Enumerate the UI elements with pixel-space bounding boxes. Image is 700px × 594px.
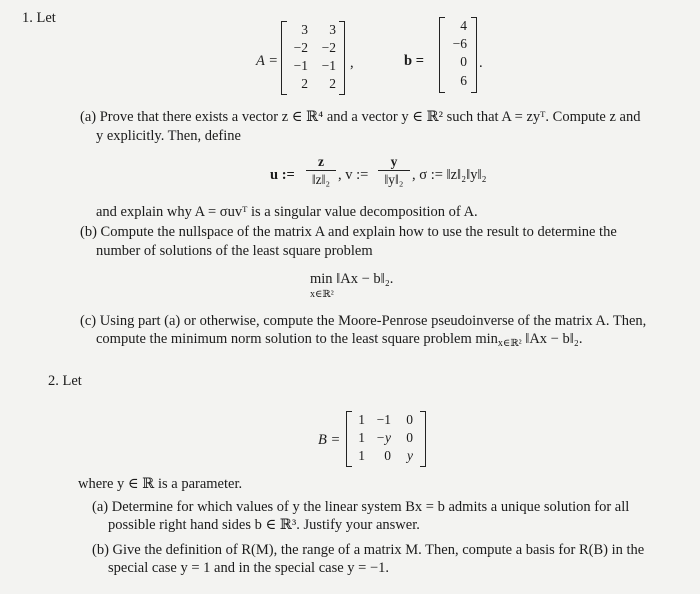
q2a-line2: possible right hand sides b ∈ ℝ³. Justify your answer.	[108, 517, 420, 533]
matrix-b-cell: 0	[406, 430, 413, 445]
matrix-a-cell: 3	[301, 22, 308, 37]
matrix-b-cell: 1	[358, 412, 365, 427]
matrix-a-cell: −1	[321, 58, 336, 73]
v-fraction	[378, 154, 410, 188]
matrix-b-cell: −1	[376, 412, 391, 427]
q1b-line2: number of solutions of the least square problem	[96, 243, 373, 259]
matrix-a-label: A =	[256, 53, 279, 69]
u-fraction	[306, 154, 336, 188]
q2b-line1: (b) Give the definition of R(M), the range of a matrix M. Then, compute a basis for R(B) in the	[92, 542, 645, 558]
matrix-a-cell: 2	[329, 76, 336, 91]
q1b-line1: (b) Compute the nullspace of the matrix A and explain how to use the result to determine the	[80, 224, 617, 240]
u-denominator: ‖z‖₂	[306, 170, 336, 188]
q2a-line1: (a) Determine for which values of y the linear system Bx = b admits a unique solution for all	[92, 499, 630, 515]
vector-b-cell: 0	[460, 54, 467, 69]
v-def: , v :=	[338, 167, 369, 183]
vector-b-cell: 4	[460, 18, 467, 33]
matrix-b-cell: −y	[375, 430, 391, 445]
period: .	[479, 55, 483, 71]
min-expression: min ‖Ax − b‖₂.	[310, 271, 394, 287]
comma: ,	[350, 55, 354, 71]
matrix-a-cell: 2	[301, 76, 308, 91]
matrix-a	[281, 21, 345, 95]
q1a-line3: and explain why A = σuvᵀ is a singular value decomposition of A.	[96, 204, 478, 220]
u-numerator: z	[318, 154, 324, 169]
matrix-b-cell: 1	[358, 430, 365, 445]
min-subscript: x∈ℝ²	[310, 289, 334, 300]
q1-number: 1. Let	[22, 10, 56, 26]
vector-b	[439, 17, 477, 93]
matrix-a-cell: −2	[293, 40, 308, 55]
q1c-line1: (c) Using part (a) or otherwise, compute the Moore-Penrose pseudoinverse of the matrix A. Then,	[80, 313, 647, 329]
matrix-b-cell: 0	[384, 448, 391, 463]
v-denominator: ‖y‖₂	[378, 170, 410, 188]
matrix-b-cell: 0	[406, 412, 413, 427]
q2b-line2: special case y = 1 and in the special case y = −1.	[108, 560, 390, 576]
v-numerator: y	[390, 154, 398, 169]
matrix-a-cell: −2	[321, 40, 336, 55]
vector-b-cell: −6	[452, 36, 467, 51]
vector-b-label: b =	[404, 53, 424, 69]
matrix-b	[346, 411, 426, 467]
matrix-b-label: B =	[318, 432, 341, 448]
matrix-a-cell: 3	[329, 22, 336, 37]
u-def: u :=	[270, 167, 295, 183]
q2-where-line: where y ∈ ℝ is a parameter.	[78, 476, 243, 492]
sigma-def: , σ := ‖z‖₂‖y‖₂	[412, 167, 487, 183]
matrix-a-cell: −1	[293, 58, 308, 73]
q2-number: 2. Let	[48, 373, 82, 389]
vector-b-cell: 6	[460, 73, 467, 88]
matrix-b-cell: 1	[358, 448, 365, 463]
q1a-line1: (a) Prove that there exists a vector z ∈ ℝ⁴ and a vector y ∈ ℝ² such that A = zyᵀ. Compute z and	[80, 109, 641, 125]
matrix-b-cell: y	[407, 448, 413, 463]
q1c-line2: compute the minimum norm solution to the least square problem $\min_{x\in ℝ^2}$ ‖Ax − b‖₂.	[96, 331, 583, 349]
q1a-line2: y explicitly. Then, define	[96, 128, 241, 144]
